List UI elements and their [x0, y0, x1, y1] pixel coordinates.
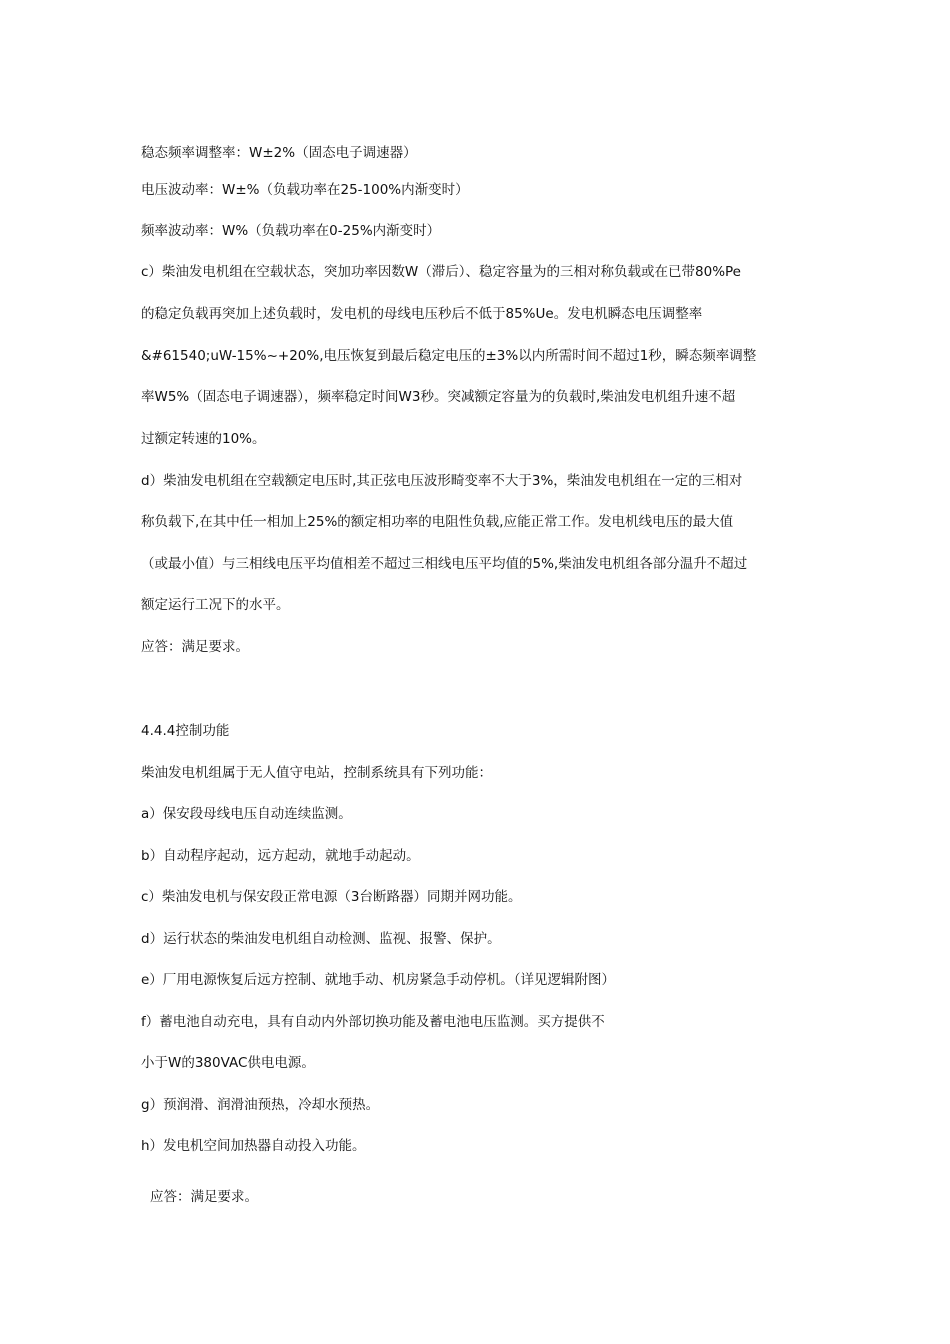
text-line: 额定运行工况下的水平。 — [141, 597, 290, 613]
list-item: a）保安段母线电压自动连续监测。 — [141, 806, 352, 822]
list-item: f）蓄电池自动充电，具有自动内外部切换功能及蓄电池电压监测。买方提供不 — [141, 1014, 605, 1030]
list-item: g）预润滑、润滑油预热，冷却水预热。 — [141, 1097, 380, 1113]
text-line: 的稳定负载再突加上述负载时，发电机的母线电压秒后不低于85%Ue。发电机瞬态电压调整率 — [141, 306, 703, 322]
text-line: 频率波动率：W%（负载功率在0-25%内渐变时） — [141, 223, 441, 239]
text-line: c）柴油发电机组在空载状态，突加功率因数W（滞后）、稳定容量为的三相对称负载或在已带80%Pe — [141, 264, 741, 280]
list-item: d）运行状态的柴油发电机组自动检测、监视、报警、保护。 — [141, 931, 501, 947]
answer-text: 应答：满足要求。 — [141, 639, 249, 655]
section-heading: 4.4.4控制功能 — [141, 723, 230, 739]
answer-text: 应答：满足要求。 — [150, 1189, 258, 1205]
list-item: b）自动程序起动，远方起动，就地手动起动。 — [141, 848, 420, 864]
text-line: &#61540;uW-15%~+20%,电压恢复到最后稳定电压的±3%以内所需时间不超过1秒，瞬态频率调整 — [141, 348, 757, 364]
text-line: 柴油发电机组属于无人值守电站，控制系统具有下列功能： — [141, 765, 492, 781]
list-item: c）柴油发电机与保安段正常电源（3台断路器）同期并网功能。 — [141, 889, 522, 905]
text-line: 稳态频率调整率：W±2%（固态电子调速器） — [141, 145, 417, 161]
text-line: 电压波动率：W±%（负载功率在25-100%内渐变时） — [141, 182, 469, 198]
text-line: 称负载下,在其中任一相加上25%的额定相功率的电阻性负载,应能正常工作。发电机线电压的最大值 — [141, 514, 734, 530]
text-line: 率W5%（固态电子调速器），频率稳定时间W3秒。突减额定容量为的负载时,柴油发电机组升速不超 — [141, 389, 736, 405]
list-item: e）厂用电源恢复后远方控制、就地手动、机房紧急手动停机。（详见逻辑附图） — [141, 972, 616, 988]
text-line: 过额定转速的10%。 — [141, 431, 266, 447]
text-line: d）柴油发电机组在空载额定电压时,其正弦电压波形畸变率不大于3%，柴油发电机组在一定的三相对 — [141, 473, 743, 489]
text-line: （或最小值）与三相线电压平均值相差不超过三相线电压平均值的5%,柴油发电机组各部分温升不超过 — [141, 556, 748, 572]
text-line: 小于W的380VAC供电电源。 — [141, 1055, 315, 1071]
list-item: h）发电机空间加热器自动投入功能。 — [141, 1138, 366, 1154]
